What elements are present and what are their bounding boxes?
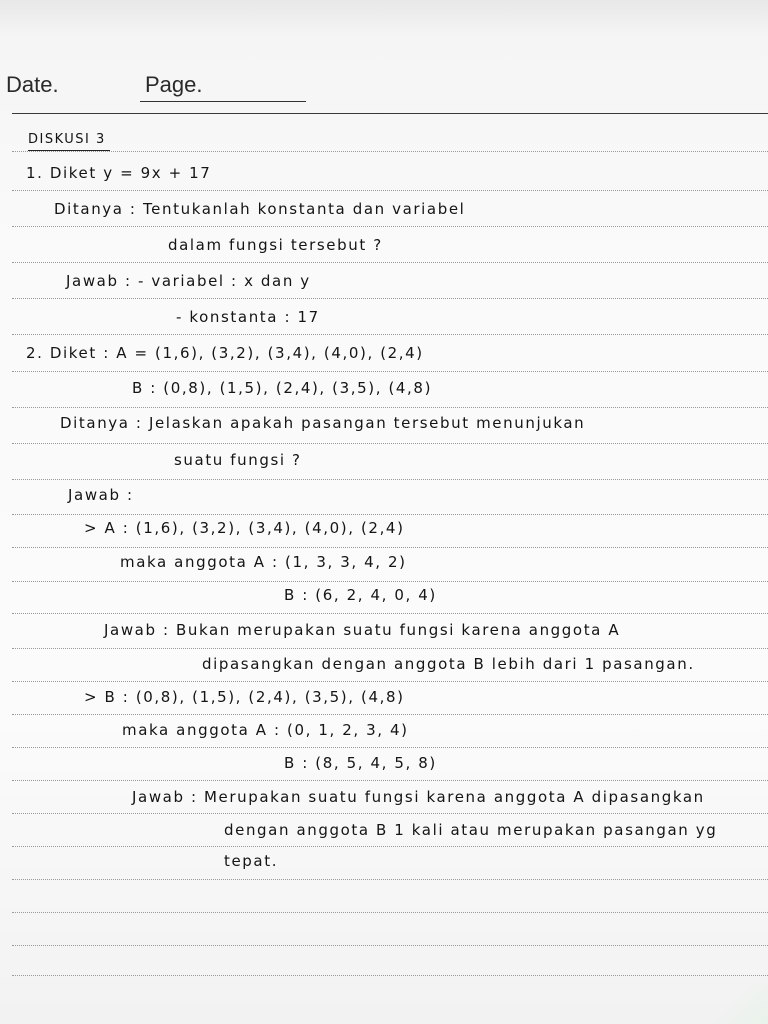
ruled-line <box>12 813 768 814</box>
q2-diket-a-line: 2. Diket : A = (1,6), (3,2), (3,4), (4,0), (2,4) <box>26 344 424 362</box>
title-underline <box>28 150 110 151</box>
q2-ditanya-line-2: suatu fungsi ? <box>174 451 302 469</box>
a-pairs-line: > A : (1,6), (3,2), (3,4), (4,0), (2,4) <box>84 519 405 537</box>
a-maka-b-line: B : (6, 2, 4, 0, 4) <box>284 586 437 604</box>
ruled-line <box>12 648 768 649</box>
q1-jawab-line: Jawab : - variabel : x dan y <box>66 272 311 290</box>
ruled-line <box>12 262 768 263</box>
b-jawab-line-2: dengan anggota B 1 kali atau merupakan pasangan yg <box>224 821 718 839</box>
ruled-line <box>12 407 768 408</box>
ruled-line <box>12 714 768 715</box>
q1-jawab-line-2: - konstanta : 17 <box>176 308 320 326</box>
ruled-line <box>12 226 768 227</box>
ruled-line <box>12 443 768 444</box>
b-jawab-line-3: tepat. <box>224 852 279 870</box>
page-field-line <box>140 101 306 102</box>
header-rule <box>12 113 768 114</box>
ruled-line <box>12 912 768 913</box>
ruled-line <box>12 547 768 548</box>
ruled-line <box>12 681 768 682</box>
q1-ditanya-line-2: dalam fungsi tersebut ? <box>168 236 383 254</box>
ruled-line <box>12 514 768 515</box>
ruled-line <box>12 581 768 582</box>
b-maka-a-line: maka anggota A : (0, 1, 2, 3, 4) <box>122 721 409 739</box>
b-pairs-line: > B : (0,8), (1,5), (2,4), (3,5), (4,8) <box>84 688 405 706</box>
a-jawab-line: Jawab : Bukan merupakan suatu fungsi karena anggota A <box>104 621 621 639</box>
ruled-line <box>12 975 768 976</box>
discussion-title: DISKUSI 3 <box>28 132 106 147</box>
ruled-line <box>12 780 768 781</box>
ruled-line <box>12 747 768 748</box>
ruled-line <box>12 298 768 299</box>
a-jawab-line-2: dipasangkan dengan anggota B lebih dari 1 pasangan. <box>202 655 695 673</box>
page-corner-tint <box>698 984 768 1024</box>
a-maka-a-line: maka anggota A : (1, 3, 3, 4, 2) <box>120 553 407 571</box>
ruled-line <box>12 879 768 880</box>
ruled-line <box>12 613 768 614</box>
q2-ditanya-line: Ditanya : Jelaskan apakah pasangan tersebut menunjukan <box>60 414 586 432</box>
page-label: Page. <box>145 72 203 97</box>
b-jawab-line: Jawab : Merupakan suatu fungsi karena anggota A dipasangkan <box>132 788 705 806</box>
q1-diket-line: 1. Diket y = 9x + 17 <box>26 164 212 182</box>
page-shadow <box>0 0 768 36</box>
date-label: Date. <box>6 72 59 97</box>
ruled-line <box>12 846 768 847</box>
ruled-line <box>12 190 768 191</box>
q2-jawab-label: Jawab : <box>68 486 134 504</box>
q2-diket-b-line: B : (0,8), (1,5), (2,4), (3,5), (4,8) <box>132 379 433 397</box>
ruled-line <box>12 945 768 946</box>
ruled-line <box>12 479 768 480</box>
ruled-line <box>12 151 768 152</box>
b-maka-b-line: B : (8, 5, 4, 5, 8) <box>284 754 437 772</box>
ruled-line <box>12 371 768 372</box>
ruled-line <box>12 334 768 335</box>
q1-ditanya-line: Ditanya : Tentukanlah konstanta dan variabel <box>54 200 466 218</box>
